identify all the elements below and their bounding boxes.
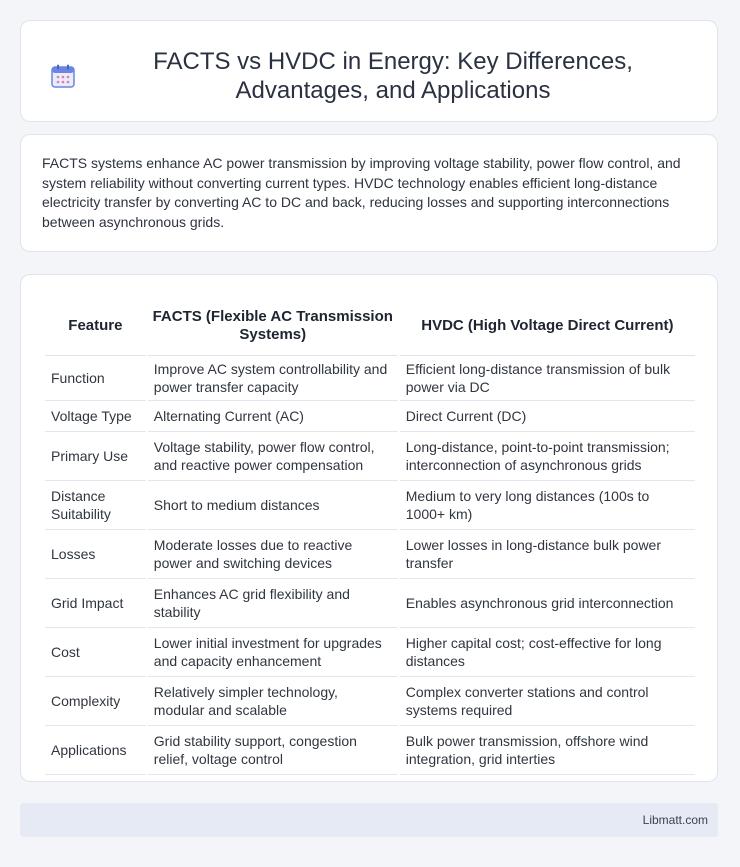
row-hvdc: Efficient long-distance transmission of bulk power via DC [400,356,695,401]
table-header-row [45,296,695,356]
header-hvdc: HVDC (High Voltage Direct Current) [400,296,695,356]
row-hvdc: Enables asynchronous grid interconnection [400,579,695,628]
row-hvdc: Direct Current (DC) [400,401,695,432]
intro-card [20,134,718,252]
row-feature: Function [45,356,146,401]
row-feature: Losses [45,530,146,579]
header-feature: Feature [45,296,146,356]
table-row [45,356,695,401]
row-feature: Complexity [45,677,146,726]
table-row [45,530,695,579]
title-card [20,20,718,122]
row-facts: Improve AC system controllability and power transfer capacity [148,356,398,401]
row-hvdc: Higher capital cost; cost-effective for long distances [400,628,695,677]
row-facts: Voltage stability, power flow control, and reactive power compensation [148,432,398,481]
comparison-table [43,296,697,775]
row-facts: Enhances AC grid flexibility and stability [148,579,398,628]
table-row [45,432,695,481]
header-facts: FACTS (Flexible AC Transmission Systems) [148,296,398,356]
row-facts: Grid stability support, congestion relief, voltage control [148,726,398,775]
row-feature: Distance Suitability [45,481,146,530]
row-feature: Grid Impact [45,579,146,628]
footer [20,803,718,837]
row-hvdc: Medium to very long distances (100s to 1000+ km) [400,481,695,530]
row-feature: Primary Use [45,432,146,481]
row-hvdc: Complex converter stations and control systems required [400,677,695,726]
table-card [20,274,718,782]
row-facts: Short to medium distances [148,481,398,530]
row-facts: Relatively simpler technology, modular and scalable [148,677,398,726]
footer-site[interactable]: Libmatt.com [642,813,708,827]
row-feature: Cost [45,628,146,677]
row-feature: Applications [45,726,146,775]
row-facts: Lower initial investment for upgrades and capacity enhancement [148,628,398,677]
calendar-icon [49,62,77,90]
table-row [45,726,695,775]
row-facts: Moderate losses due to reactive power and switching devices [148,530,398,579]
page-title: FACTS vs HVDC in Energy: Key Differences, Advantages, and Applications [153,48,633,104]
table-row [45,677,695,726]
intro-paragraph: FACTS systems enhance AC power transmission by improving voltage stability, power flow control, and system reliability without converting current types. HVDC technology enables efficient long-distance electricity transfer by converting AC to DC and back, reducing losses and supporting interconnections between asynchronous grids. [42,155,681,230]
table-row [45,579,695,628]
table-row [45,481,695,530]
table-row [45,401,695,432]
row-hvdc: Bulk power transmission, offshore wind integration, grid interties [400,726,695,775]
row-feature: Voltage Type [45,401,146,432]
table-row [45,628,695,677]
row-hvdc: Long-distance, point-to-point transmission; interconnection of asynchronous grids [400,432,695,481]
row-facts: Alternating Current (AC) [148,401,398,432]
row-hvdc: Lower losses in long-distance bulk power transfer [400,530,695,579]
